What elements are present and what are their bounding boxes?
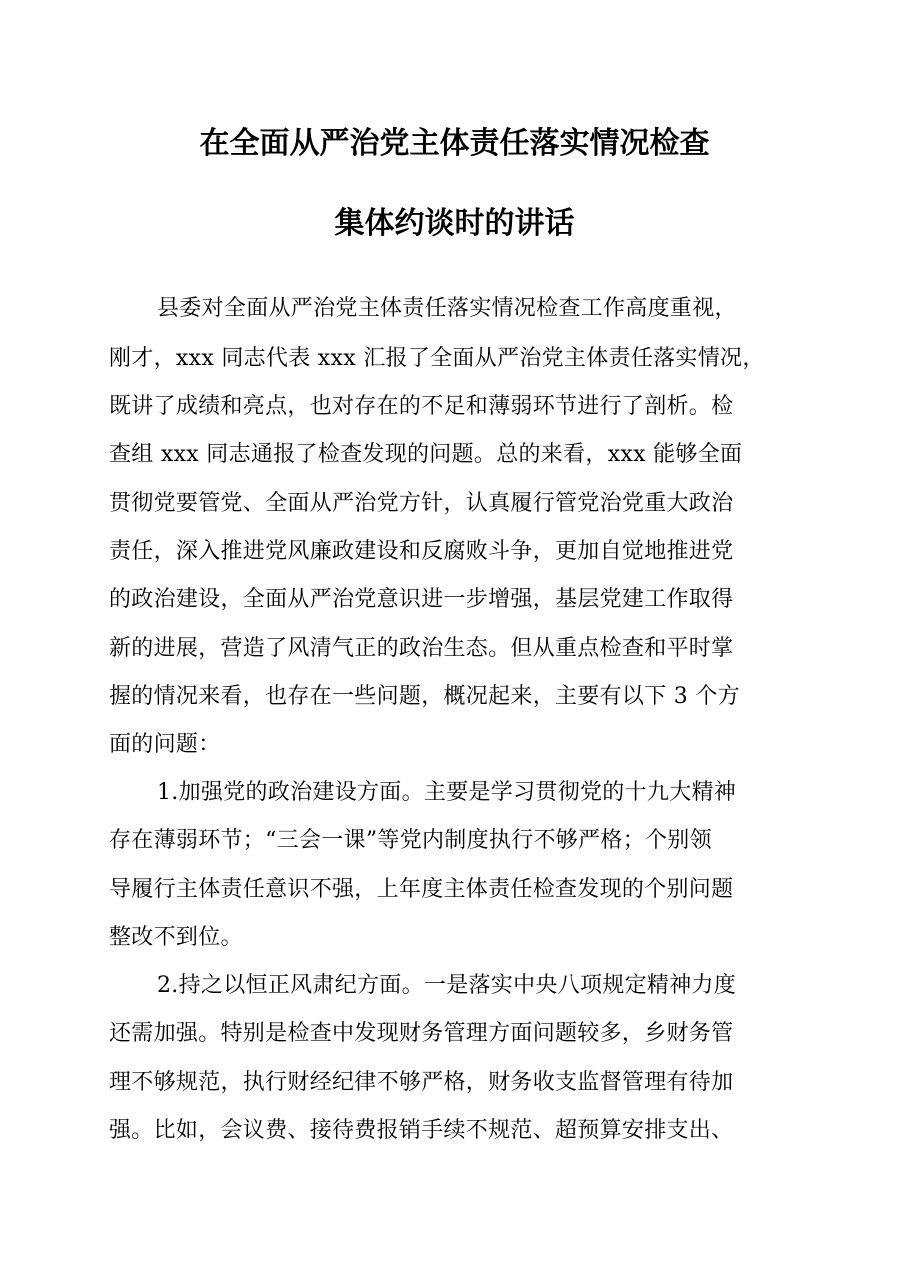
paragraph-3-line-2: 还需加强。特别是检查中发现财务管理方面问题较多，乡财务管 [109, 1021, 734, 1046]
document-title-line-2: 集体约谈时的讲话 [334, 206, 575, 241]
paragraph-1-line-10: 面的问题： [109, 732, 221, 757]
paragraph-1-line-2: 刚才，xxx 同志代表 xxx 汇报了全面从严治党主体责任落实情况， [109, 346, 765, 371]
paragraph-1-line-4: 查组 xxx 同志通报了检查发现的问题。总的来看，xxx 能够全面 [109, 442, 743, 467]
paragraph-2-line-3: 导履行主体责任意识不强，上年度主体责任检查发现的个别问题 [109, 877, 734, 902]
paragraph-1-line-1: 县委对全面从严治党主体责任落实情况检查工作高度重视， [157, 296, 737, 321]
paragraph-2-line-4: 整改不到位。 [109, 925, 243, 950]
paragraph-3-line-4: 强。比如，会议费、接待费报销手续不规范、超预算安排支出、 [109, 1118, 734, 1143]
paragraph-1-line-9: 握的情况来看，也存在一些问题，概况起来，主要有以下 3 个方 [109, 684, 740, 709]
paragraph-1-line-7: 的政治建设，全面从严治党意识进一步增强，基层党建工作取得 [109, 587, 734, 612]
paragraph-3-line-3: 理不够规范，执行财经纪律不够严格，财务收支监督管理有待加 [109, 1070, 734, 1095]
paragraph-1-line-5: 贯彻党要管党、全面从严治党方针，认真履行管党治党重大政治 [109, 491, 734, 516]
paragraph-2-line-1: 1.加强党的政治建设方面。主要是学习贯彻党的十九大精神 [157, 780, 737, 805]
paragraph-1-line-8: 新的进展，营造了风清气正的政治生态。但从重点检查和平时掌 [109, 636, 734, 661]
paragraph-2-line-2: 存在薄弱环节；“三会一课”等党内制度执行不够严格；个别领 [109, 828, 712, 853]
document-title-line-1: 在全面从严治党主体责任落实情况检查 [199, 126, 710, 161]
paragraph-3-line-1: 2.持之以恒正风肃纪方面。一是落实中央八项规定精神力度 [157, 973, 737, 998]
paragraph-1-line-6: 责任，深入推进党风廉政建设和反腐败斗争，更加自觉地推进党 [109, 539, 734, 564]
paragraph-1-line-3: 既讲了成绩和亮点，也对存在的不足和薄弱环节进行了剖析。检 [109, 394, 734, 419]
